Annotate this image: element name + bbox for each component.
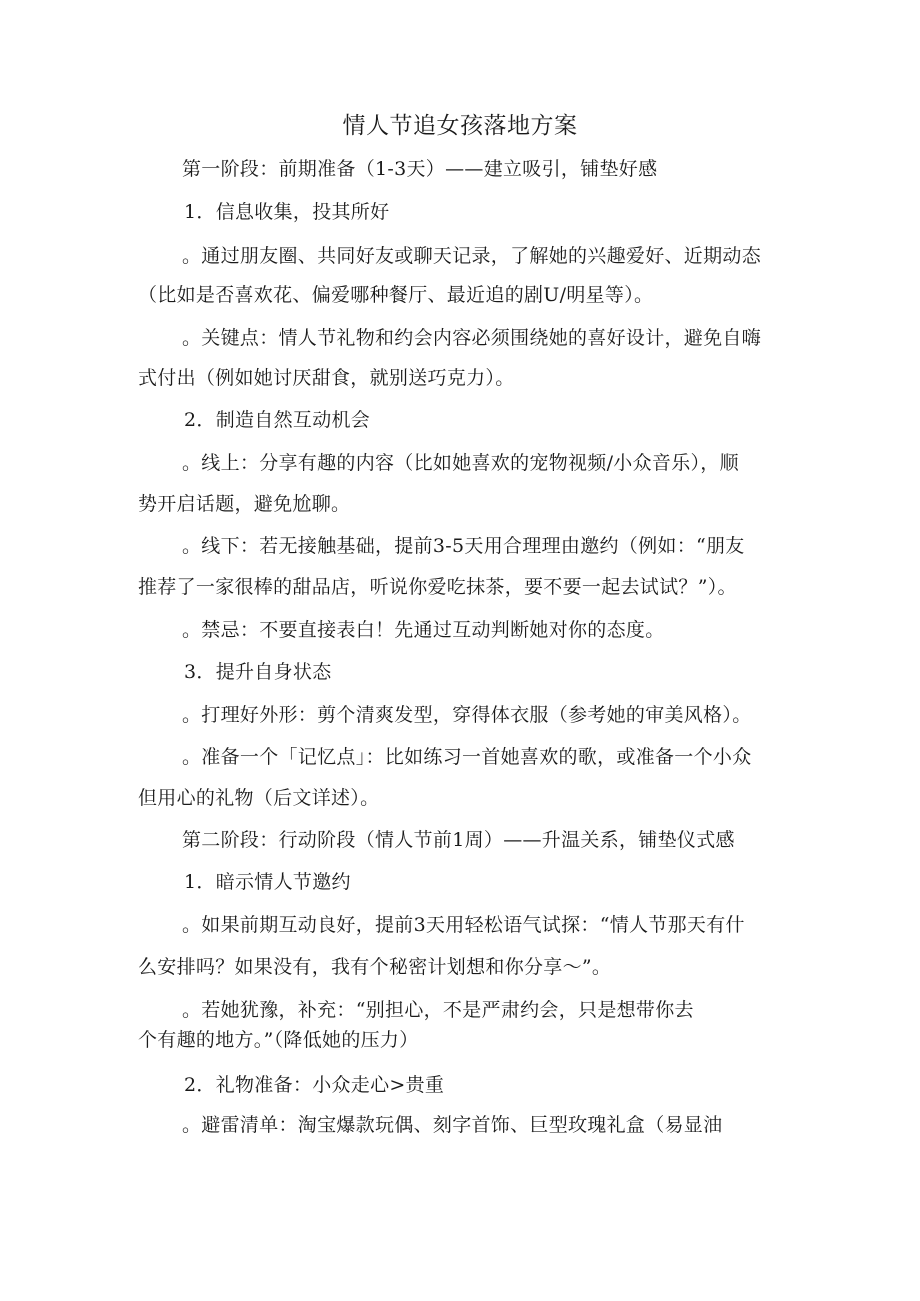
section-2-2-heading: 2．礼物准备：小众走心>贵重: [184, 1074, 445, 1096]
paragraph-line: 么安排吗？如果没有，我有个秘密计划想和你分享～”。: [138, 956, 612, 978]
paragraph-line: 。避雷清单：淘宝爆款玩偶、刻字首饰、巨型玫瑰礼盒（易显油: [182, 1114, 723, 1136]
paragraph-line: 。通过朋友圈、共同好友或聊天记录，了解她的兴趣爱好、近期动态: [182, 245, 762, 267]
paragraph-line: 式付出（例如她讨厌甜食，就别送巧克力）。: [138, 367, 515, 389]
paragraph-line: 。打理好外形：剪个清爽发型，穿得体衣服（参考她的审美风格）。: [182, 704, 752, 726]
paragraph-line: （比如是否喜欢花、偏爱哪种餐厅、最近追的剧U/明星等）。: [138, 284, 654, 306]
paragraph-line: 。关键点：情人节礼物和约会内容必须围绕她的喜好设计，避免自嗨: [182, 327, 762, 349]
paragraph-line: 。线上：分享有趣的内容（比如她喜欢的宠物视频/小众音乐），顺: [182, 452, 739, 474]
paragraph-line: 。准备一个「记忆点」：比如练习一首她喜欢的歌，或准备一个小众: [182, 746, 752, 768]
phase-1-heading: 第一阶段：前期准备（1-3天）——建立吸引，铺垫好感: [182, 158, 658, 180]
section-1-2-heading: 2．制造自然互动机会: [184, 409, 371, 431]
paragraph-line: 个有趣的地方。”（降低她的压力）: [138, 1029, 419, 1051]
section-1-1-heading: 1．信息收集，投其所好: [184, 201, 390, 223]
paragraph-line: 。线下：若无接触基础，提前3-5天用合理理由邀约（例如：“朋友: [182, 535, 745, 557]
paragraph-line: 。禁忌：不要直接表白！先通过互动判断她对你的态度。: [182, 619, 665, 641]
section-1-3-heading: 3．提升自身状态: [184, 661, 332, 683]
phase-2-heading: 第二阶段：行动阶段（情人节前1周）——升温关系，铺垫仪式感: [182, 829, 735, 851]
paragraph-line: 势开启话题，避免尬聊。: [138, 493, 351, 515]
paragraph-line: 但用心的礼物（后文详述）。: [138, 787, 380, 809]
section-2-1-heading: 1．暗示情人节邀约: [184, 871, 351, 893]
paragraph-line: 。若她犹豫，补充：“别担心，不是严肃约会，只是想带你去: [182, 999, 694, 1021]
document-title: 情人节追女孩落地方案: [342, 113, 578, 139]
paragraph-line: 推荐了一家很棒的甜品店，听说你爱吃抹茶，要不要一起去试试？”）。: [138, 576, 737, 598]
paragraph-line: 。如果前期互动良好，提前3天用轻松语气试探：“情人节那天有什: [182, 914, 745, 936]
